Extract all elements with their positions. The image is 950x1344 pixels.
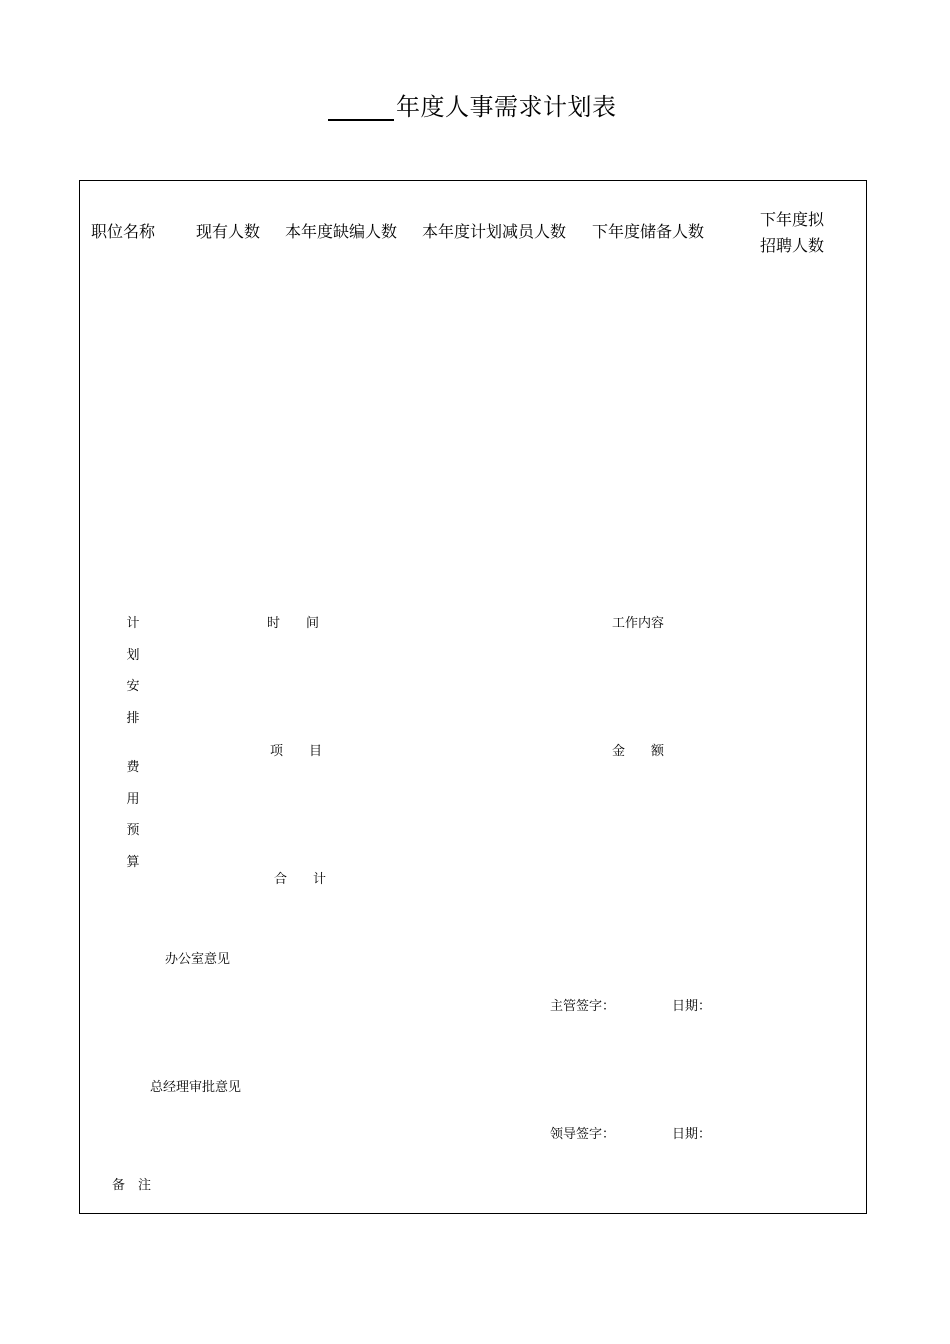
- plan-work-content-header: 工作内容: [612, 616, 665, 631]
- remarks-label: 备 注: [112, 1178, 152, 1193]
- header-recruit-next-year-line1: 下年度拟: [760, 210, 825, 229]
- requirement-form: [79, 180, 867, 1214]
- plan-label-char: 安: [126, 679, 140, 694]
- budget-total-label: 合 计: [274, 872, 327, 887]
- gm-approval-label: 总经理审批意见: [150, 1080, 242, 1095]
- title-text: 年度人事需求计划表: [396, 93, 617, 121]
- office-opinion-label: 办公室意见: [165, 952, 231, 967]
- office-date-label: 日期：: [672, 999, 712, 1014]
- budget-label-char: 算: [126, 854, 140, 870]
- header-reduction-this-year: 本年度计划减员人数: [422, 222, 567, 241]
- plan-label-char: 计: [126, 616, 140, 631]
- budget-item-header: 项 目: [270, 744, 323, 759]
- header-reserve-next-year: 下年度储备人数: [592, 222, 705, 241]
- header-position-name: 职位名称: [91, 222, 156, 241]
- plan-time-header: 时 间: [267, 616, 320, 631]
- year-blank-line[interactable]: [328, 119, 394, 121]
- header-current-count: 现有人数: [196, 222, 261, 241]
- plan-arrangement-label: [125, 615, 141, 741]
- budget-label-char: 预: [126, 823, 140, 838]
- header-recruit-next-year-line2: 招聘人数: [760, 236, 825, 255]
- header-vacancy-this-year: 本年度缺编人数: [285, 222, 398, 241]
- leader-signature-label: 领导签字：: [550, 1127, 616, 1142]
- plan-label-char: 划: [126, 647, 140, 663]
- supervisor-signature-label: 主管签字：: [550, 999, 616, 1014]
- plan-label-char: 排: [126, 710, 140, 726]
- budget-amount-header: 金 额: [612, 744, 665, 759]
- budget-label: [125, 759, 141, 885]
- gm-date-label: 日期：: [672, 1127, 712, 1142]
- document-title: [328, 84, 617, 124]
- budget-label-char: 费: [126, 760, 140, 775]
- budget-label-char: 用: [126, 791, 140, 807]
